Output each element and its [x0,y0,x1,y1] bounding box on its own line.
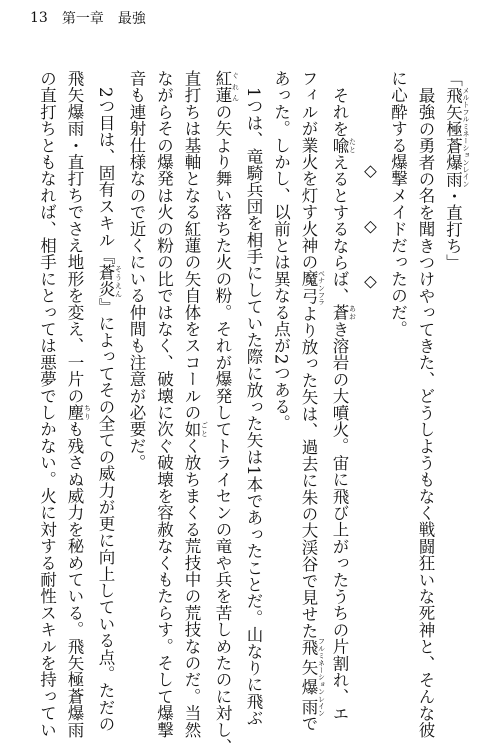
text-line: フィルが業火を灯す火神の魔弓 ベナンフラより放った矢は、過去に朱の大渓谷で見せた飛矢爆雨 フルミネーションレインで [299,70,326,732]
chapter-label: 第一章 [61,11,104,27]
page-header [30,8,146,28]
page-number: 13 [30,10,48,26]
text-line: 紅蓮 ぐれんの矢より舞い落ちた火の粉。それが爆発してトライセンの竜や兵を苦しめたのに対し、 [213,70,240,755]
text-line: それを喩 たとえるとするならば、蒼 あおき溶岩の大噴火。宙に飛び上がったうちの片割れ、エ [330,86,357,722]
text-line: 音も連射仕様なので近くにいる仲間も注意が必要だ。 [127,70,146,471]
text-line: 1つは、竜騎兵団を相手にしていた際に放った矢は1本であったことだ。山なりに飛ぶ [244,86,263,726]
text-line: 飛矢爆雨・直打ちでさえ地形を変え、一片の塵 ちりも残さぬ威力を秘めている。飛矢極蒼爆雨 [65,70,92,739]
text-line: の直打ちともなれば、相手にとっては悪夢でしかない。火に対する耐性スキルを持ってい [37,70,57,738]
text-line: 直打ちは基軸となる紅蓮の矢自体をスコールの如 ごとく放ちまくる荒技中の荒技なのだ。当然 [182,70,209,739]
ruby-annotation: 飛矢極蒼爆雨 メルトフルミネーションレイン [443,86,470,188]
text-line: 「飛矢極蒼爆雨 メルトフルミネーションレイン・直打ち」 [443,70,470,271]
text-line: 最強の勇者の名を聞きつけやってきた、どうしようもなく戦闘狂いな死神と、そんな彼 [416,86,435,738]
text-line: 2つ目は、固有スキル『蒼炎 そうえん』によってその全ての威力が更に向上している点。ただの [96,86,123,732]
text-line: ながらその爆発は火の粉の比ではなく、破壊に次ぐ破壊を容赦なくもたらす。そして爆撃 [154,70,174,738]
vertical-body-text [25,70,470,755]
text-line: あった。しかし、以前とは異なる点が2つある。 [271,70,291,432]
chapter-title: 最強 [117,11,146,27]
text-line: に心酔する爆撃メイドだったのだ。 [388,70,408,338]
scene-break: ◇◇◇ [361,160,380,327]
